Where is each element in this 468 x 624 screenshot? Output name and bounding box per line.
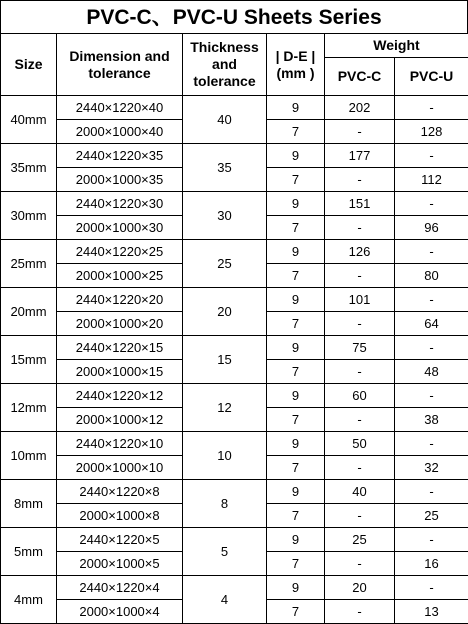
de-cell: 9 (267, 96, 325, 120)
sheets-table (0, 33, 468, 624)
thickness-cell: 5 (183, 528, 267, 576)
pvc-c-weight-cell: - (325, 600, 395, 624)
page-title: PVC-C、PVC-U Sheets Series (0, 0, 468, 33)
pvc-u-weight-cell: 128 (395, 120, 468, 144)
pvc-c-weight-cell: 50 (325, 432, 395, 456)
pvc-u-weight-cell: - (395, 576, 468, 600)
thickness-cell: 10 (183, 432, 267, 480)
dimension-cell: 2440×1220×35 (57, 144, 183, 168)
pvc-u-weight-cell: - (395, 336, 468, 360)
de-cell: 9 (267, 576, 325, 600)
pvc-u-weight-cell: 25 (395, 504, 468, 528)
pvc-u-weight-cell: 16 (395, 552, 468, 576)
dimension-cell: 2000×1000×35 (57, 168, 183, 192)
pvc-u-weight-cell: 32 (395, 456, 468, 480)
pvc-u-weight-cell: 38 (395, 408, 468, 432)
de-cell: 7 (267, 168, 325, 192)
de-cell: 7 (267, 360, 325, 384)
dimension-cell: 2440×1220×30 (57, 192, 183, 216)
pvc-u-weight-cell: - (395, 144, 468, 168)
header-pvc-c: PVC-C (325, 58, 395, 96)
size-cell: 30mm (1, 192, 57, 240)
pvc-c-weight-cell: - (325, 408, 395, 432)
size-cell: 35mm (1, 144, 57, 192)
pvc-c-weight-cell: 40 (325, 480, 395, 504)
size-cell: 12mm (1, 384, 57, 432)
table-body (1, 96, 468, 624)
dimension-cell: 2000×1000×8 (57, 504, 183, 528)
table-row (1, 240, 468, 264)
pvc-c-weight-cell: 177 (325, 144, 395, 168)
thickness-cell: 35 (183, 144, 267, 192)
dimension-cell: 2440×1220×12 (57, 384, 183, 408)
size-cell: 5mm (1, 528, 57, 576)
size-cell: 10mm (1, 432, 57, 480)
de-cell: 7 (267, 408, 325, 432)
pvc-c-weight-cell: 101 (325, 288, 395, 312)
dimension-cell: 2440×1220×10 (57, 432, 183, 456)
pvc-c-weight-cell: - (325, 216, 395, 240)
pvc-c-weight-cell: 126 (325, 240, 395, 264)
dimension-cell: 2000×1000×10 (57, 456, 183, 480)
dimension-cell: 2440×1220×5 (57, 528, 183, 552)
table-row (1, 288, 468, 312)
thickness-cell: 8 (183, 480, 267, 528)
pvc-c-weight-cell: - (325, 552, 395, 576)
thickness-cell: 15 (183, 336, 267, 384)
table-row (1, 576, 468, 600)
thickness-cell: 4 (183, 576, 267, 624)
pvc-c-weight-cell: - (325, 168, 395, 192)
pvc-u-weight-cell: 13 (395, 600, 468, 624)
pvc-c-weight-cell: - (325, 120, 395, 144)
thickness-cell: 20 (183, 288, 267, 336)
dimension-cell: 2000×1000×30 (57, 216, 183, 240)
dimension-cell: 2440×1220×4 (57, 576, 183, 600)
dimension-cell: 2000×1000×25 (57, 264, 183, 288)
header-weight: Weight (325, 34, 468, 58)
pvc-c-weight-cell: 151 (325, 192, 395, 216)
size-cell: 8mm (1, 480, 57, 528)
table-row (1, 384, 468, 408)
pvc-c-weight-cell: 202 (325, 96, 395, 120)
de-cell: 9 (267, 336, 325, 360)
dimension-cell: 2440×1220×20 (57, 288, 183, 312)
table-header (1, 34, 468, 96)
dimension-cell: 2000×1000×12 (57, 408, 183, 432)
header-de: | D-E | (mm ) (267, 34, 325, 96)
de-cell: 9 (267, 480, 325, 504)
de-cell: 7 (267, 504, 325, 528)
pvc-u-weight-cell: - (395, 288, 468, 312)
de-cell: 7 (267, 552, 325, 576)
pvc-u-weight-cell: 64 (395, 312, 468, 336)
thickness-cell: 12 (183, 384, 267, 432)
table-row (1, 432, 468, 456)
size-cell: 20mm (1, 288, 57, 336)
pvc-u-weight-cell: - (395, 480, 468, 504)
pvc-u-weight-cell: 112 (395, 168, 468, 192)
size-cell: 40mm (1, 96, 57, 144)
de-cell: 9 (267, 384, 325, 408)
pvc-c-weight-cell: 75 (325, 336, 395, 360)
thickness-cell: 30 (183, 192, 267, 240)
de-cell: 7 (267, 312, 325, 336)
pvc-c-weight-cell: 60 (325, 384, 395, 408)
de-cell: 9 (267, 432, 325, 456)
de-cell: 9 (267, 240, 325, 264)
de-cell: 7 (267, 600, 325, 624)
pvc-u-weight-cell: - (395, 240, 468, 264)
size-cell: 4mm (1, 576, 57, 624)
table-row (1, 192, 468, 216)
pvc-c-weight-cell: - (325, 456, 395, 480)
pvc-u-weight-cell: - (395, 432, 468, 456)
size-cell: 25mm (1, 240, 57, 288)
pvc-c-weight-cell: - (325, 264, 395, 288)
pvc-c-weight-cell: - (325, 312, 395, 336)
dimension-cell: 2000×1000×20 (57, 312, 183, 336)
header-pvc-u: PVC-U (395, 58, 468, 96)
de-cell: 7 (267, 216, 325, 240)
pvc-c-weight-cell: - (325, 360, 395, 384)
thickness-cell: 40 (183, 96, 267, 144)
de-cell: 7 (267, 120, 325, 144)
de-cell: 9 (267, 528, 325, 552)
de-cell: 9 (267, 192, 325, 216)
pvc-c-weight-cell: - (325, 504, 395, 528)
header-thickness: Thickness and tolerance (183, 34, 267, 96)
de-cell: 7 (267, 456, 325, 480)
dimension-cell: 2000×1000×40 (57, 120, 183, 144)
dimension-cell: 2440×1220×25 (57, 240, 183, 264)
thickness-cell: 25 (183, 240, 267, 288)
pvc-u-weight-cell: - (395, 192, 468, 216)
header-size: Size (1, 34, 57, 96)
pvc-u-weight-cell: 48 (395, 360, 468, 384)
pvc-u-weight-cell: - (395, 528, 468, 552)
de-cell: 9 (267, 288, 325, 312)
de-cell: 7 (267, 264, 325, 288)
pvc-c-weight-cell: 25 (325, 528, 395, 552)
dimension-cell: 2000×1000×15 (57, 360, 183, 384)
size-cell: 15mm (1, 336, 57, 384)
pvc-c-weight-cell: 20 (325, 576, 395, 600)
table-row (1, 336, 468, 360)
header-dimension: Dimension and tolerance (57, 34, 183, 96)
de-cell: 9 (267, 144, 325, 168)
dimension-cell: 2440×1220×8 (57, 480, 183, 504)
dimension-cell: 2000×1000×4 (57, 600, 183, 624)
table-row (1, 480, 468, 504)
pvc-u-weight-cell: - (395, 96, 468, 120)
dimension-cell: 2440×1220×40 (57, 96, 183, 120)
table-row (1, 96, 468, 120)
table-row (1, 528, 468, 552)
dimension-cell: 2000×1000×5 (57, 552, 183, 576)
pvc-u-weight-cell: 96 (395, 216, 468, 240)
pvc-u-weight-cell: 80 (395, 264, 468, 288)
dimension-cell: 2440×1220×15 (57, 336, 183, 360)
table-row (1, 144, 468, 168)
pvc-u-weight-cell: - (395, 384, 468, 408)
